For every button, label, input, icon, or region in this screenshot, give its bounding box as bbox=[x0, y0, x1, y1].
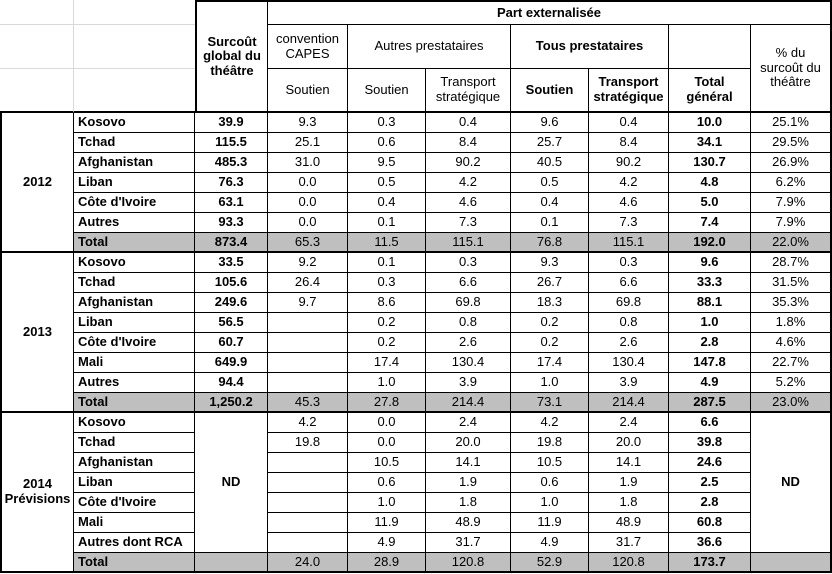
value-cell: 39.8 bbox=[669, 433, 751, 453]
value-cell: 90.2 bbox=[589, 153, 669, 173]
value-cell: 19.8 bbox=[511, 433, 589, 453]
value-cell: 4.9 bbox=[511, 533, 589, 553]
value-cell bbox=[751, 553, 832, 573]
value-cell: 1.0 bbox=[511, 493, 589, 513]
value-cell: 1.8 bbox=[589, 493, 669, 513]
value-cell: 4.2 bbox=[426, 173, 511, 193]
blank-cell bbox=[74, 0, 195, 25]
value-cell: 192.0 bbox=[669, 233, 751, 253]
header-part-externalisee: Part externalisée bbox=[268, 0, 832, 25]
value-cell: 7.4 bbox=[669, 213, 751, 233]
value-cell: 0.4 bbox=[348, 193, 426, 213]
value-cell bbox=[268, 533, 348, 553]
value-cell: 1.0 bbox=[669, 313, 751, 333]
value-cell: 2.8 bbox=[669, 333, 751, 353]
value-cell: 3.9 bbox=[426, 373, 511, 393]
value-cell: 8.6 bbox=[348, 293, 426, 313]
value-cell: 2.4 bbox=[589, 413, 669, 433]
value-cell: 10.5 bbox=[348, 453, 426, 473]
value-cell bbox=[268, 493, 348, 513]
value-cell: 5.0 bbox=[669, 193, 751, 213]
value-cell: 1.9 bbox=[589, 473, 669, 493]
value-cell: 40.5 bbox=[511, 153, 589, 173]
value-cell: 11.5 bbox=[348, 233, 426, 253]
value-cell: 249.6 bbox=[195, 293, 268, 313]
value-cell: 11.9 bbox=[348, 513, 426, 533]
header-soutien-tous: Soutien bbox=[511, 69, 589, 113]
value-cell: 4.9 bbox=[348, 533, 426, 553]
value-cell: 9.5 bbox=[348, 153, 426, 173]
value-cell: 115.5 bbox=[195, 133, 268, 153]
value-cell: 0.0 bbox=[348, 413, 426, 433]
value-cell: 4.6% bbox=[751, 333, 832, 353]
value-cell: 69.8 bbox=[426, 293, 511, 313]
value-cell: 115.1 bbox=[426, 233, 511, 253]
header-empty-cell bbox=[669, 25, 751, 69]
value-cell: 48.9 bbox=[589, 513, 669, 533]
value-cell: 0.8 bbox=[426, 313, 511, 333]
value-cell: 52.9 bbox=[511, 553, 589, 573]
value-cell: 0.5 bbox=[348, 173, 426, 193]
value-cell: 0.1 bbox=[348, 213, 426, 233]
value-cell: 10.0 bbox=[669, 113, 751, 133]
value-cell: 4.2 bbox=[589, 173, 669, 193]
value-cell: 9.3 bbox=[268, 113, 348, 133]
country-cell: Kosovo bbox=[74, 113, 195, 133]
value-cell: 0.3 bbox=[589, 253, 669, 273]
value-cell: 33.3 bbox=[669, 273, 751, 293]
value-cell bbox=[268, 373, 348, 393]
value-cell: 9.2 bbox=[268, 253, 348, 273]
value-cell: 130.4 bbox=[589, 353, 669, 373]
value-cell: 22.0% bbox=[751, 233, 832, 253]
value-cell: 17.4 bbox=[348, 353, 426, 373]
value-cell: 22.7% bbox=[751, 353, 832, 373]
value-cell: 9.6 bbox=[669, 253, 751, 273]
header-transport-autres: Transport stratégique bbox=[426, 69, 511, 113]
header-autres-prestataires: Autres prestataires bbox=[348, 25, 511, 69]
value-cell: 2.6 bbox=[426, 333, 511, 353]
value-cell: 11.9 bbox=[511, 513, 589, 533]
value-cell: 18.3 bbox=[511, 293, 589, 313]
value-cell: 31.0 bbox=[268, 153, 348, 173]
value-cell: 115.1 bbox=[589, 233, 669, 253]
value-cell: 56.5 bbox=[195, 313, 268, 333]
value-cell: 20.0 bbox=[426, 433, 511, 453]
total-label-cell: Total bbox=[74, 553, 195, 573]
value-cell: 4.2 bbox=[268, 413, 348, 433]
value-cell: 25.1% bbox=[751, 113, 832, 133]
value-cell: 24.6 bbox=[669, 453, 751, 473]
value-cell: 36.6 bbox=[669, 533, 751, 553]
country-cell: Kosovo bbox=[74, 253, 195, 273]
value-cell: 69.8 bbox=[589, 293, 669, 313]
value-cell bbox=[268, 313, 348, 333]
value-cell: 39.9 bbox=[195, 113, 268, 133]
value-cell: 0.4 bbox=[426, 113, 511, 133]
value-cell: 1.8 bbox=[426, 493, 511, 513]
value-cell: 76.3 bbox=[195, 173, 268, 193]
value-cell: 4.9 bbox=[669, 373, 751, 393]
year-cell: 2013 bbox=[0, 253, 74, 413]
value-cell: 0.6 bbox=[348, 473, 426, 493]
value-cell bbox=[268, 333, 348, 353]
value-cell: 0.2 bbox=[348, 333, 426, 353]
value-cell: 2.6 bbox=[589, 333, 669, 353]
value-cell: 9.6 bbox=[511, 113, 589, 133]
country-cell: Autres dont RCA bbox=[74, 533, 195, 553]
value-cell: 0.6 bbox=[348, 133, 426, 153]
value-cell: 0.2 bbox=[348, 313, 426, 333]
value-cell: 10.5 bbox=[511, 453, 589, 473]
value-cell: 485.3 bbox=[195, 153, 268, 173]
value-cell: 1,250.2 bbox=[195, 393, 268, 413]
total-label-cell: Total bbox=[74, 393, 195, 413]
header-surcout-global: Surcoût global du théâtre bbox=[195, 0, 268, 113]
value-cell: 3.9 bbox=[589, 373, 669, 393]
country-cell: Afghanistan bbox=[74, 153, 195, 173]
value-cell: 0.3 bbox=[348, 113, 426, 133]
value-cell: 7.3 bbox=[426, 213, 511, 233]
value-cell: 6.6 bbox=[589, 273, 669, 293]
total-label-cell: Total bbox=[74, 233, 195, 253]
value-cell: 0.8 bbox=[589, 313, 669, 333]
blank-cell bbox=[74, 25, 195, 69]
value-cell: 0.1 bbox=[511, 213, 589, 233]
value-cell: 7.3 bbox=[589, 213, 669, 233]
value-cell: 27.8 bbox=[348, 393, 426, 413]
value-cell: 8.4 bbox=[426, 133, 511, 153]
value-cell: 35.3% bbox=[751, 293, 832, 313]
country-cell: Côte d'Ivoire bbox=[74, 193, 195, 213]
value-cell: 6.6 bbox=[426, 273, 511, 293]
value-cell: 63.1 bbox=[195, 193, 268, 213]
value-cell: 1.0 bbox=[348, 373, 426, 393]
value-cell: 120.8 bbox=[426, 553, 511, 573]
value-cell: 0.6 bbox=[511, 473, 589, 493]
value-cell: 65.3 bbox=[268, 233, 348, 253]
header-pct-surcout: % du surcoût du théâtre bbox=[751, 25, 832, 113]
value-cell: 649.9 bbox=[195, 353, 268, 373]
blank-cell bbox=[0, 25, 74, 69]
value-cell: 130.4 bbox=[426, 353, 511, 373]
value-cell: 6.2% bbox=[751, 173, 832, 193]
value-cell: 1.0 bbox=[511, 373, 589, 393]
blank-cell bbox=[74, 69, 195, 113]
value-cell: 48.9 bbox=[426, 513, 511, 533]
value-cell: 7.9% bbox=[751, 193, 832, 213]
value-cell: 0.0 bbox=[268, 173, 348, 193]
value-cell: 26.7 bbox=[511, 273, 589, 293]
value-cell: 25.1 bbox=[268, 133, 348, 153]
value-cell: 31.7 bbox=[426, 533, 511, 553]
blank-cell bbox=[0, 69, 74, 113]
country-cell: Côte d'Ivoire bbox=[74, 333, 195, 353]
value-cell: 0.1 bbox=[348, 253, 426, 273]
value-cell: 0.4 bbox=[589, 113, 669, 133]
value-cell: 26.4 bbox=[268, 273, 348, 293]
value-cell: 0.4 bbox=[511, 193, 589, 213]
value-cell: 0.5 bbox=[511, 173, 589, 193]
nd-cell: ND bbox=[195, 413, 268, 553]
country-cell: Liban bbox=[74, 313, 195, 333]
value-cell: 45.3 bbox=[268, 393, 348, 413]
value-cell: 214.4 bbox=[426, 393, 511, 413]
value-cell: 287.5 bbox=[669, 393, 751, 413]
value-cell: 14.1 bbox=[426, 453, 511, 473]
value-cell: 60.7 bbox=[195, 333, 268, 353]
value-cell: 31.7 bbox=[589, 533, 669, 553]
value-cell: 214.4 bbox=[589, 393, 669, 413]
value-cell: 17.4 bbox=[511, 353, 589, 373]
value-cell: 73.1 bbox=[511, 393, 589, 413]
country-cell: Mali bbox=[74, 353, 195, 373]
country-cell: Kosovo bbox=[74, 413, 195, 433]
value-cell: 94.4 bbox=[195, 373, 268, 393]
value-cell: 0.2 bbox=[511, 333, 589, 353]
country-cell: Liban bbox=[74, 473, 195, 493]
value-cell: 1.8% bbox=[751, 313, 832, 333]
country-cell: Liban bbox=[74, 173, 195, 193]
value-cell: 19.8 bbox=[268, 433, 348, 453]
year-cell: 2012 bbox=[0, 113, 74, 253]
value-cell bbox=[195, 553, 268, 573]
value-cell: 88.1 bbox=[669, 293, 751, 313]
value-cell: 23.0% bbox=[751, 393, 832, 413]
value-cell bbox=[268, 513, 348, 533]
value-cell bbox=[268, 453, 348, 473]
value-cell: 9.3 bbox=[511, 253, 589, 273]
value-cell: 873.4 bbox=[195, 233, 268, 253]
value-cell: 0.0 bbox=[268, 193, 348, 213]
value-cell: 4.8 bbox=[669, 173, 751, 193]
country-cell: Tchad bbox=[74, 133, 195, 153]
value-cell: 33.5 bbox=[195, 253, 268, 273]
value-cell: 0.0 bbox=[348, 433, 426, 453]
value-cell: 60.8 bbox=[669, 513, 751, 533]
country-cell: Tchad bbox=[74, 433, 195, 453]
value-cell: 173.7 bbox=[669, 553, 751, 573]
value-cell: 105.6 bbox=[195, 273, 268, 293]
value-cell: 76.8 bbox=[511, 233, 589, 253]
value-cell: 90.2 bbox=[426, 153, 511, 173]
value-cell: 4.2 bbox=[511, 413, 589, 433]
value-cell: 24.0 bbox=[268, 553, 348, 573]
value-cell: 6.6 bbox=[669, 413, 751, 433]
value-cell: 93.3 bbox=[195, 213, 268, 233]
header-total-general: Total général bbox=[669, 69, 751, 113]
value-cell: 8.4 bbox=[589, 133, 669, 153]
header-transport-tous: Transport stratégique bbox=[589, 69, 669, 113]
country-cell: Mali bbox=[74, 513, 195, 533]
value-cell: 120.8 bbox=[589, 553, 669, 573]
value-cell: 25.7 bbox=[511, 133, 589, 153]
blank-cell bbox=[0, 0, 74, 25]
header-soutien-capes: Soutien bbox=[268, 69, 348, 113]
value-cell: 29.5% bbox=[751, 133, 832, 153]
value-cell: 9.7 bbox=[268, 293, 348, 313]
value-cell: 0.3 bbox=[426, 253, 511, 273]
value-cell: 34.1 bbox=[669, 133, 751, 153]
header-convention-capes: convention CAPES bbox=[268, 25, 348, 69]
country-cell: Autres bbox=[74, 373, 195, 393]
value-cell: 5.2% bbox=[751, 373, 832, 393]
value-cell: 31.5% bbox=[751, 273, 832, 293]
header-tous-prestataires: Tous prestataires bbox=[511, 25, 669, 69]
value-cell: 28.7% bbox=[751, 253, 832, 273]
value-cell: 26.9% bbox=[751, 153, 832, 173]
value-cell: 4.6 bbox=[589, 193, 669, 213]
country-cell: Afghanistan bbox=[74, 293, 195, 313]
value-cell: 0.2 bbox=[511, 313, 589, 333]
value-cell: 14.1 bbox=[589, 453, 669, 473]
value-cell: 2.5 bbox=[669, 473, 751, 493]
value-cell: 2.4 bbox=[426, 413, 511, 433]
value-cell: 0.3 bbox=[348, 273, 426, 293]
value-cell: 1.9 bbox=[426, 473, 511, 493]
year-cell: 2014 Prévisions bbox=[0, 413, 74, 573]
value-cell: 130.7 bbox=[669, 153, 751, 173]
value-cell: 147.8 bbox=[669, 353, 751, 373]
country-cell: Autres bbox=[74, 213, 195, 233]
value-cell bbox=[268, 473, 348, 493]
country-cell: Côte d'Ivoire bbox=[74, 493, 195, 513]
value-cell bbox=[268, 353, 348, 373]
value-cell: 1.0 bbox=[348, 493, 426, 513]
value-cell: 7.9% bbox=[751, 213, 832, 233]
value-cell: 2.8 bbox=[669, 493, 751, 513]
country-cell: Afghanistan bbox=[74, 453, 195, 473]
header-soutien-autres: Soutien bbox=[348, 69, 426, 113]
value-cell: 0.0 bbox=[268, 213, 348, 233]
country-cell: Tchad bbox=[74, 273, 195, 293]
nd-cell: ND bbox=[751, 413, 832, 553]
value-cell: 20.0 bbox=[589, 433, 669, 453]
value-cell: 4.6 bbox=[426, 193, 511, 213]
value-cell: 28.9 bbox=[348, 553, 426, 573]
